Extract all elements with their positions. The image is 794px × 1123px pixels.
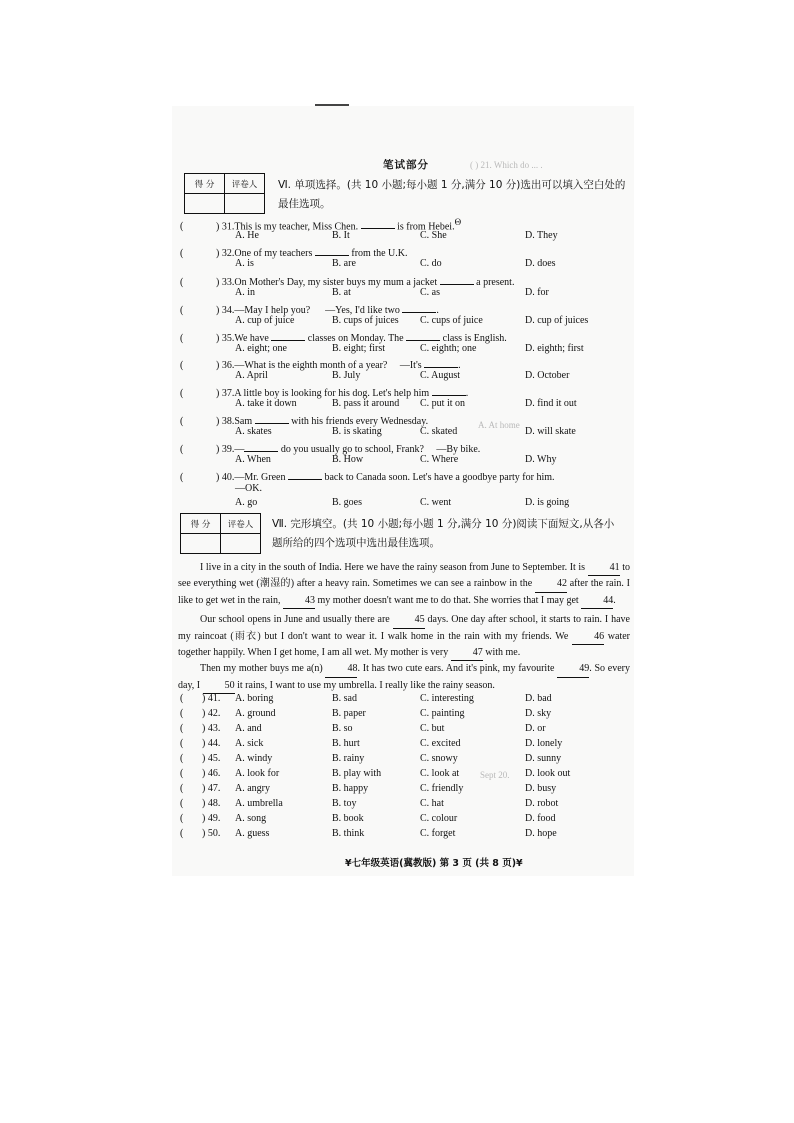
cloze-blank-44: 44: [581, 593, 613, 609]
option-d: D. does: [525, 258, 556, 269]
option-c: C. skated: [420, 426, 458, 437]
page-top-mark: [315, 104, 349, 106]
option-a: A. windy: [235, 753, 273, 764]
score-box-vii: [180, 513, 261, 554]
option-c: C. excited: [420, 738, 461, 749]
option-d: D. October: [525, 370, 570, 381]
option-a: A. and: [235, 723, 262, 734]
question-36: [180, 357, 620, 385]
show-through-text: ( ) 21. Which do ... .: [470, 160, 543, 170]
option-d: D. food: [525, 813, 556, 824]
question-text: from the U.K.: [348, 248, 408, 259]
option-a: A. go: [235, 497, 258, 508]
cloze-options-50: [180, 828, 620, 843]
answer-blank: [432, 385, 466, 396]
option-a: A. skates: [235, 426, 272, 437]
question-text: .: [436, 305, 439, 316]
passage-text: Then my mother buys me a(n): [200, 663, 326, 675]
option-d: D. look out: [525, 768, 571, 779]
question-number: ) 34.: [216, 305, 235, 316]
question-35: [180, 330, 620, 358]
answer-paren[interactable]: (: [180, 221, 184, 233]
question-number: ) 39.: [216, 444, 235, 455]
option-b: B. are: [332, 258, 356, 269]
score-label: 得 分: [181, 514, 221, 534]
option-b: B. eight; first: [332, 343, 386, 354]
option-c: C. She: [420, 230, 447, 241]
cloze-options-43: [180, 723, 620, 738]
answer-paren[interactable]: (: [180, 828, 184, 839]
answer-blank: [271, 330, 305, 341]
option-b: B. July: [332, 370, 361, 381]
question-number: ) 38.: [216, 416, 235, 427]
question-text: do you usually go to school, Frank? —By bike.: [278, 444, 481, 455]
cloze-blank-42: 42: [535, 576, 567, 592]
answer-paren[interactable]: (: [180, 305, 184, 316]
option-b: B. cups of juices: [332, 315, 399, 326]
cloze-options-44: [180, 738, 620, 753]
answer-paren[interactable]: (: [180, 738, 184, 749]
option-d: D. or: [525, 723, 546, 734]
cloze-paragraph-1: [178, 560, 630, 609]
option-c: C. hat: [420, 798, 444, 809]
option-c: C. snowy: [420, 753, 458, 764]
answer-blank: [255, 413, 289, 424]
cloze-blank-46: 46: [572, 629, 604, 645]
section-vii-heading: [272, 515, 634, 553]
answer-paren[interactable]: (: [180, 277, 184, 288]
section-vii-heading-line1: Ⅶ. 完形填空。(共 10 小题;每小题 1 分,满分 10 分)阅读下面短文,从各小: [272, 518, 615, 530]
question-text: We have: [234, 333, 272, 344]
cloze-blank-43: 43: [283, 593, 315, 609]
option-a: A. song: [235, 813, 267, 824]
question-39: [180, 441, 620, 469]
question-number: ) 33.: [216, 277, 235, 288]
cloze-options-46: [180, 768, 620, 783]
option-b: B. hurt: [332, 738, 360, 749]
option-b: B. pass it around: [332, 398, 400, 409]
question-text: This is my teacher, Miss Chen.: [234, 221, 361, 233]
question-number: ) 35.: [216, 333, 235, 344]
section-vii-heading-line2: 题所给的四个选项中选出最佳选项。: [272, 537, 440, 549]
answer-paren[interactable]: (: [180, 333, 184, 344]
option-b: B. at: [332, 287, 351, 298]
option-d: D. is going: [525, 497, 570, 508]
answer-paren[interactable]: (: [180, 783, 184, 794]
option-d: D. sunny: [525, 753, 562, 764]
answer-paren[interactable]: (: [180, 248, 184, 259]
question-34: [180, 302, 620, 330]
page-footer: ¥七年级英语(冀教版) 第 3 页 (共 8 页)¥: [345, 858, 523, 869]
section-vi-heading: [278, 176, 634, 214]
question-number: ) 46.: [202, 768, 221, 779]
option-b: B. How: [332, 454, 364, 465]
option-b: B. goes: [332, 497, 362, 508]
option-a: A. take it down: [235, 398, 297, 409]
show-through-text: Sept 20.: [480, 770, 510, 780]
cloze-options-49: [180, 813, 620, 828]
answer-blank: [361, 218, 395, 229]
question-37: [180, 385, 620, 413]
cloze-blank-48: 48: [325, 661, 357, 677]
option-d: D. eighth; first: [525, 343, 584, 354]
question-text: On Mother's Day, my sister buys my mum a jacket: [234, 277, 440, 288]
cloze-options-48: [180, 798, 620, 813]
question-text: .: [465, 388, 469, 399]
option-a: A. ground: [235, 708, 276, 719]
option-b: B. is skating: [332, 426, 382, 437]
question-number: ) 42.: [202, 708, 221, 719]
question-number: ) 36.: [216, 360, 235, 371]
cloze-options-45: [180, 753, 620, 768]
question-number: ) 47.: [202, 783, 221, 794]
option-d: D. cup of juices: [525, 315, 589, 326]
question-text: A little boy is looking for his dog. Let's help him: [234, 388, 432, 399]
answer-paren[interactable]: (: [180, 360, 184, 371]
question-text: Sam: [234, 416, 255, 427]
option-c: C. went: [420, 497, 452, 508]
question-text: a present.: [473, 277, 515, 288]
passage-text: it rains, I want to use my umbrella. I really like the rainy season.: [234, 679, 495, 691]
show-through-text: A. At home: [478, 420, 520, 430]
question-38: [180, 413, 620, 441]
passage-text: . It has two cute ears. And it's pink, my favourite: [357, 663, 558, 675]
answer-blank: [440, 274, 474, 285]
option-d: D. sky: [525, 708, 552, 719]
option-b: B. book: [332, 813, 364, 824]
question-number: ) 44.: [202, 738, 221, 749]
option-b: B. think: [332, 828, 365, 839]
answer-paren[interactable]: (: [180, 693, 184, 704]
question-text: class is English.: [440, 333, 507, 344]
score-cell[interactable]: [185, 194, 225, 214]
answer-blank: [315, 245, 349, 256]
cloze-blank-50: 50: [203, 678, 235, 694]
option-d: D. lonely: [525, 738, 563, 749]
option-c: C. Where: [420, 454, 459, 465]
cloze-options-47: [180, 783, 620, 798]
answer-paren[interactable]: (: [180, 768, 184, 779]
cloze-blank-49: 49: [557, 661, 589, 677]
answer-blank: [288, 469, 322, 480]
passage-text: my mother doesn't want me to do that. She worries that I may get: [314, 594, 582, 606]
option-a: A. umbrella: [235, 798, 283, 809]
option-c: C. forget: [420, 828, 456, 839]
question-number: ) 32.: [216, 248, 235, 259]
passage-text: . So every day, I: [178, 663, 630, 691]
question-number: ) 40.: [216, 472, 235, 483]
question-text: classes on Monday. The: [305, 333, 407, 344]
reviewer-cell[interactable]: [225, 194, 265, 214]
option-a: A. boring: [235, 693, 274, 704]
reviewer-label: 评卷人: [221, 514, 261, 534]
option-a: A. guess: [235, 828, 270, 839]
answer-blank: [406, 330, 440, 341]
question-number: ) 31.: [216, 221, 235, 233]
option-b: B. paper: [332, 708, 366, 719]
option-a: A. cup of juice: [235, 315, 295, 326]
option-b: B. so: [332, 723, 353, 734]
option-b: B. toy: [332, 798, 357, 809]
question-number: ) 50.: [202, 828, 221, 839]
question-number: ) 49.: [202, 813, 221, 824]
cloze-passage: [178, 560, 630, 694]
option-b: B. happy: [332, 783, 369, 794]
option-d: D. They: [525, 230, 558, 241]
passage-text: .: [613, 594, 616, 606]
passage-text: after the rain. I like to get wet in the rain,: [178, 578, 630, 606]
answer-paren[interactable]: (: [180, 708, 184, 719]
score-box-vi: [184, 173, 265, 214]
option-c: C. but: [420, 723, 445, 734]
option-d: D. busy: [525, 783, 557, 794]
cloze-blank-41: 41: [588, 560, 620, 576]
passage-text: Our school opens in June and usually there are: [200, 614, 393, 626]
question-40: [180, 469, 620, 511]
reviewer-label: 评卷人: [225, 174, 265, 194]
section-vi-heading-line2: 最佳选项。: [278, 198, 331, 210]
answer-paren[interactable]: (: [180, 472, 184, 483]
option-d: D. find it out: [525, 398, 577, 409]
option-d: D. bad: [525, 693, 552, 704]
option-c: C. interesting: [420, 693, 474, 704]
cloze-paragraph-3: [178, 661, 630, 694]
answer-blank: [424, 357, 458, 368]
option-a: A. is: [235, 258, 254, 269]
question-31: [180, 217, 620, 245]
question-text: back to Canada soon. Let's have a goodbye party for him.: [321, 472, 555, 483]
question-text: is from Hebei.: [394, 221, 455, 233]
option-d: D. for: [525, 287, 549, 298]
question-text: with his friends every Wednesday.: [288, 416, 429, 427]
option-c: C. eighth; one: [420, 343, 477, 354]
option-d: D. robot: [525, 798, 559, 809]
passage-text: water together happily. When I get home, I am all wet. My mother is very: [178, 630, 630, 659]
option-a: A. When: [235, 454, 271, 465]
answer-paren[interactable]: (: [180, 444, 184, 455]
question-32: [180, 245, 620, 273]
answer-blank: [402, 302, 436, 313]
passage-text: to see everything wet (潮湿的) after a heavy rain. Sometimes we can see a rainbow in the: [178, 562, 630, 590]
answer-paren[interactable]: (: [180, 388, 184, 399]
cloze-blank-47: 47: [451, 645, 483, 661]
cloze-options-42: [180, 708, 620, 723]
option-d: D. will skate: [525, 426, 576, 437]
option-c: C. friendly: [420, 783, 464, 794]
option-c: C. painting: [420, 708, 465, 719]
score-cell[interactable]: [181, 534, 221, 554]
option-b: B. It: [332, 230, 350, 241]
option-d: D. Why: [525, 454, 557, 465]
option-d: D. hope: [525, 828, 557, 839]
passage-text: with me.: [482, 647, 521, 659]
question-number: ) 37.: [216, 388, 235, 399]
option-a: A. eight; one: [235, 343, 287, 354]
answer-blank: [244, 441, 278, 452]
answer-paren[interactable]: (: [180, 798, 184, 809]
option-a: A. sick: [235, 738, 264, 749]
cloze-options-41: [180, 693, 620, 708]
reviewer-cell[interactable]: [221, 534, 261, 554]
question-number: ) 48.: [202, 798, 221, 809]
option-a: A. He: [235, 230, 259, 241]
option-c: C. colour: [420, 813, 458, 824]
option-c: C. as: [420, 287, 440, 298]
question-number: ) 41.: [202, 693, 221, 704]
option-b: B. play with: [332, 768, 382, 779]
option-c: C. August: [420, 370, 461, 381]
question-text: —Mr. Green: [234, 472, 288, 483]
answer-paren[interactable]: (: [180, 753, 184, 764]
option-a: A. look for: [235, 768, 280, 779]
question-number: ) 45.: [202, 753, 221, 764]
option-a: A. in: [235, 287, 255, 298]
option-a: A. angry: [235, 783, 270, 794]
answer-paren[interactable]: (: [180, 416, 184, 427]
cloze-blank-45: 45: [393, 612, 425, 628]
passage-text: days. One day after school, it starts to rain. I have my raincoat (雨衣) but I don't want to wear it. I walk home in the rain with my friends. We: [178, 614, 630, 642]
stray-mark: Θ: [454, 217, 462, 227]
dialogue-reply: —OK.: [235, 483, 262, 494]
question-text: —May I help you? —Yes, I'd like two: [234, 305, 403, 316]
cloze-paragraph-2: [178, 612, 630, 661]
question-text: .: [458, 360, 461, 371]
question-text: —What is the eighth month of a year? —It's: [234, 360, 425, 371]
section-title: 笔试部分: [383, 159, 429, 171]
option-b: B. rainy: [332, 753, 365, 764]
question-number: ) 43.: [202, 723, 221, 734]
option-c: C. do: [420, 258, 442, 269]
option-b: B. sad: [332, 693, 357, 704]
option-c: C. put it on: [420, 398, 466, 409]
option-c: C. look at: [420, 768, 460, 779]
section-vi-heading-line1: Ⅵ. 单项选择。(共 10 小题;每小题 1 分,满分 10 分)选出可以填入空白处的: [278, 179, 626, 191]
answer-paren[interactable]: (: [180, 813, 184, 824]
score-label: 得 分: [185, 174, 225, 194]
question-text: —: [234, 444, 245, 455]
question-text: One of my teachers: [234, 248, 315, 259]
option-a: A. April: [235, 370, 268, 381]
answer-paren[interactable]: (: [180, 723, 184, 734]
option-c: C. cups of juice: [420, 315, 483, 326]
question-33: [180, 274, 620, 302]
passage-text: I live in a city in the south of India. Here we have the rainy season from June to September. It is: [200, 562, 588, 573]
